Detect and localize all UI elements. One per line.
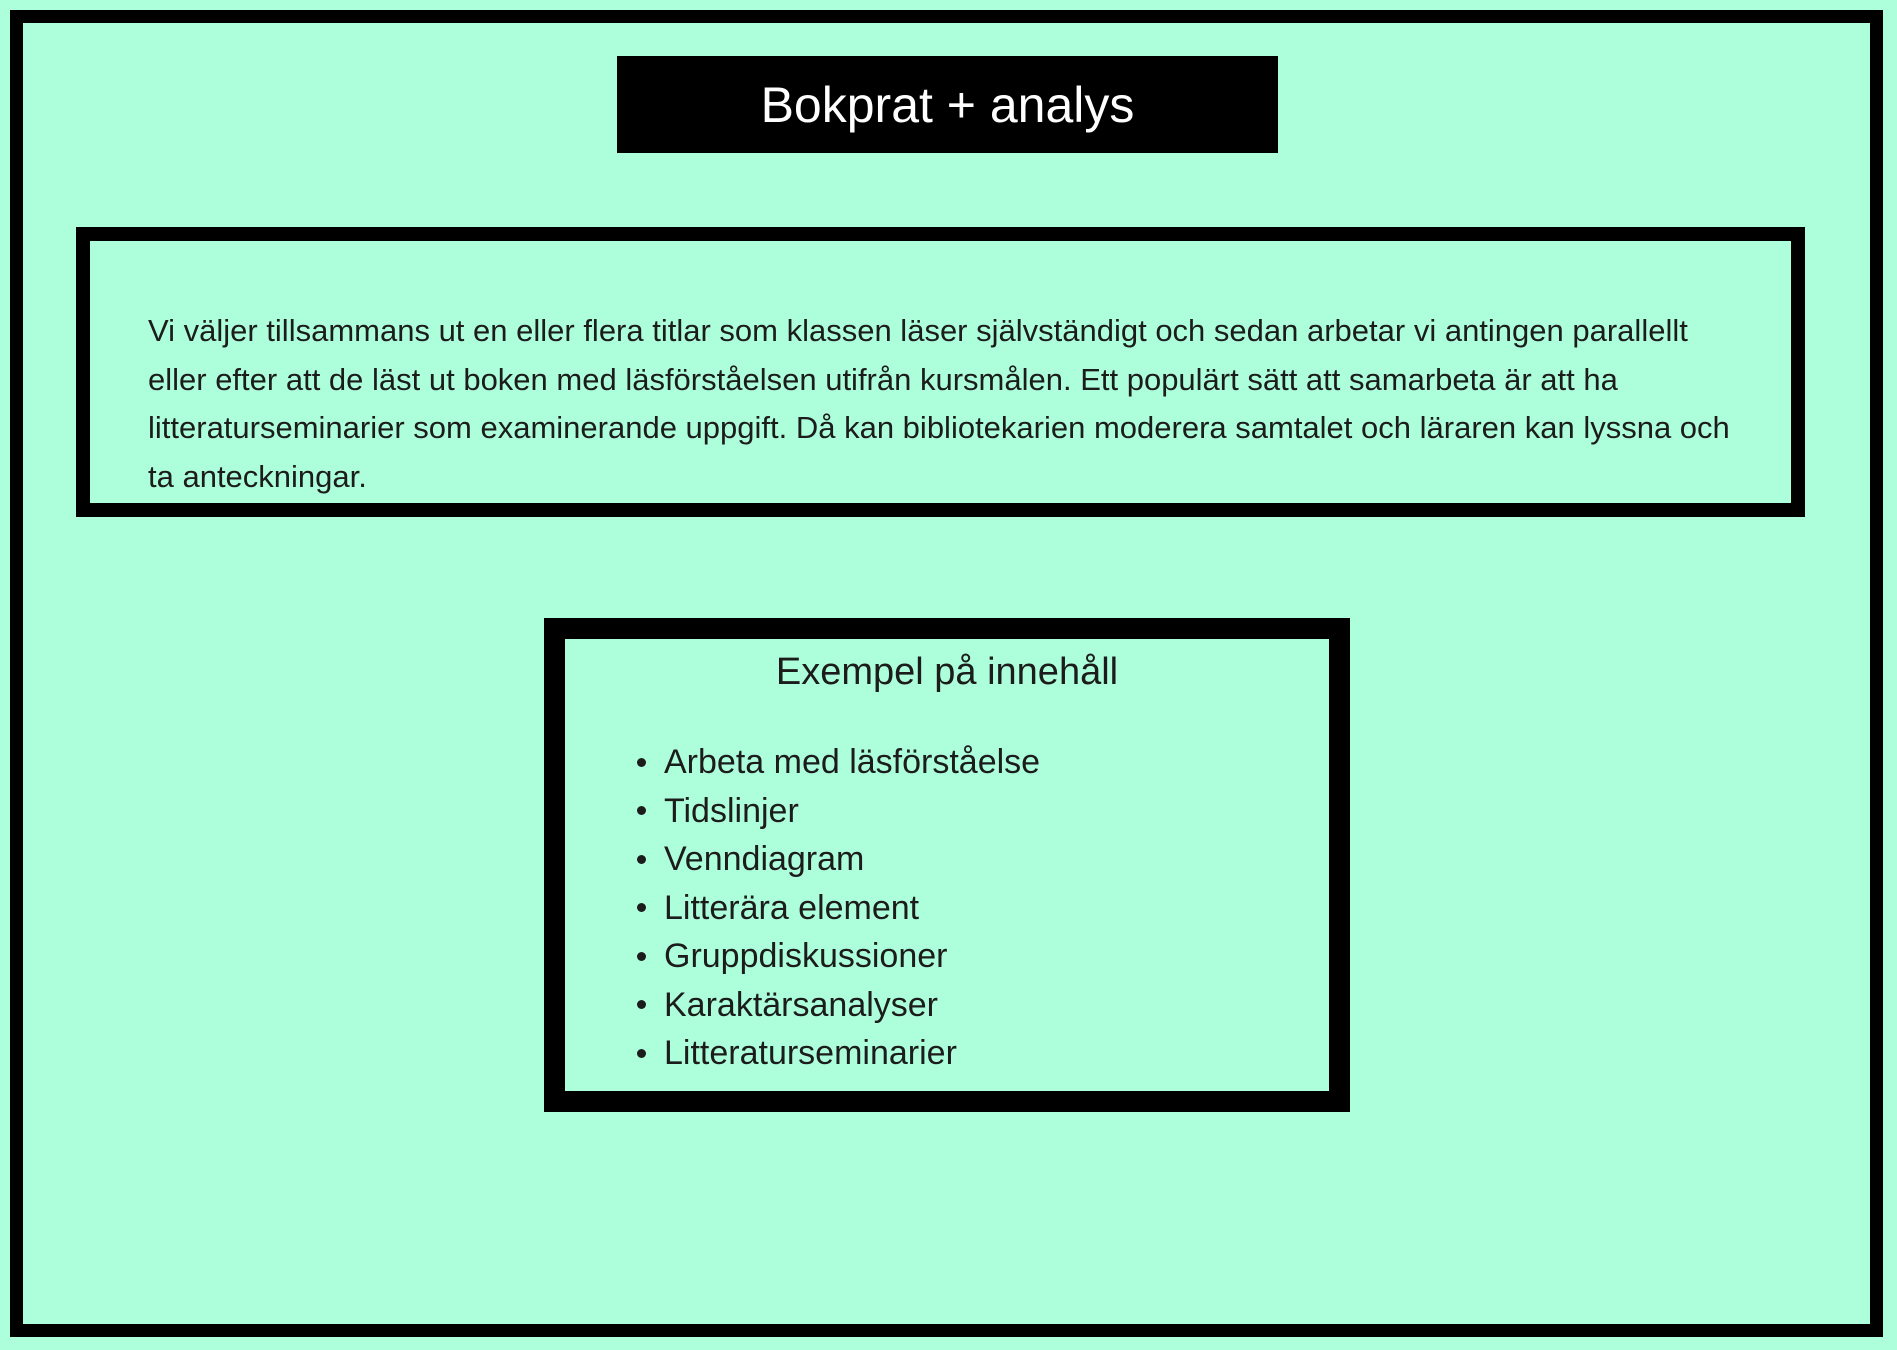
bullet-icon xyxy=(637,952,646,961)
list-item: Tidslinjer xyxy=(637,787,1329,836)
examples-list xyxy=(565,738,1329,1078)
bullet-icon xyxy=(637,855,646,864)
list-item: Litterära element xyxy=(637,884,1329,933)
bullet-icon xyxy=(637,1000,646,1009)
list-item: Arbeta med läsförståelse xyxy=(637,738,1329,787)
list-item: Gruppdiskussioner xyxy=(637,932,1329,981)
list-item: Litteraturseminarier xyxy=(637,1029,1329,1078)
bullet-icon xyxy=(637,758,646,767)
bullet-icon xyxy=(637,806,646,815)
list-item: Karaktärsanalyser xyxy=(637,981,1329,1030)
bullet-icon xyxy=(637,903,646,912)
list-item: Venndiagram xyxy=(637,835,1329,884)
examples-heading: Exempel på innehåll xyxy=(775,651,1119,693)
page-title: Bokprat + analys xyxy=(617,56,1278,153)
intro-box xyxy=(76,227,1805,517)
bullet-icon xyxy=(637,1049,646,1058)
intro-text: Vi väljer tillsammans ut en eller flera titlar som klassen läser självständigt och sedan arbetar vi antingen parallellt eller efter att de läst ut boken med läsförståelsen utifrån kursmålen. Ett populärt sätt att samarbeta är att ha litteraturseminarier som examinerande uppgift. Då kan bibliotekarien moderera samtalet och läraren kan lyssna och ta anteckningar. xyxy=(148,313,1730,494)
examples-box xyxy=(544,618,1350,1112)
